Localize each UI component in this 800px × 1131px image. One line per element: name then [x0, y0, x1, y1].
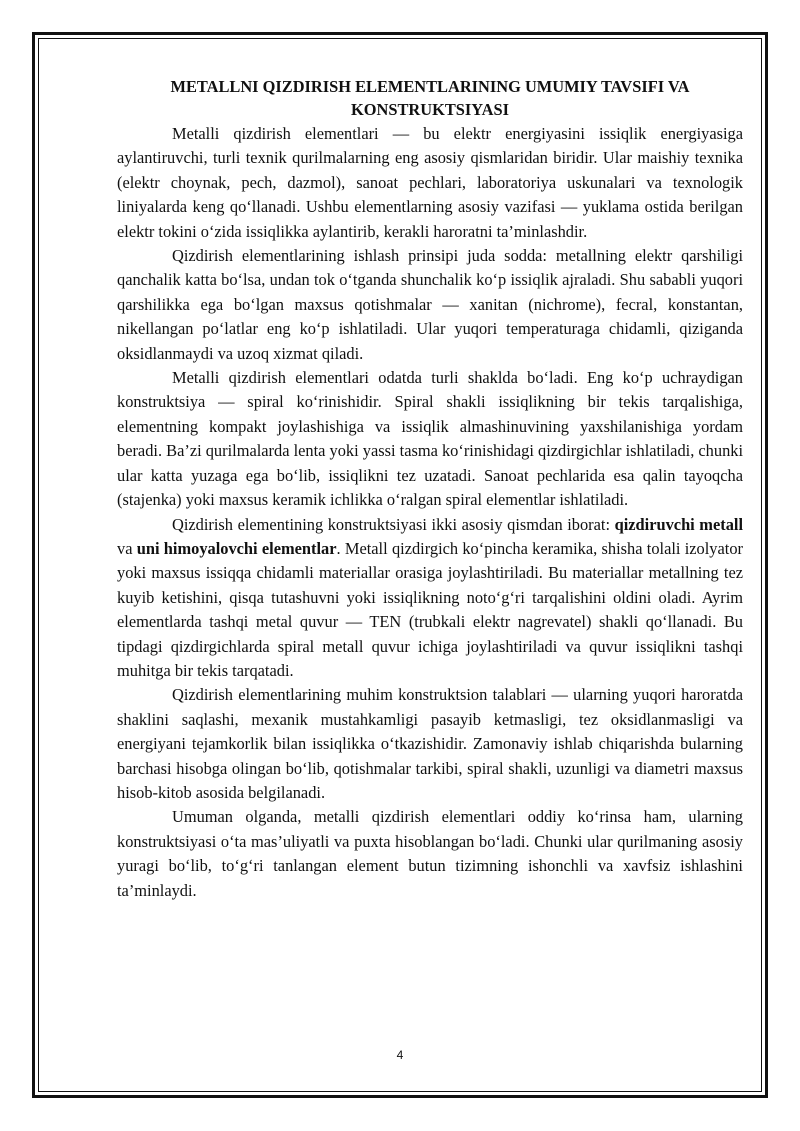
bold-term-protective-elements: uni himoyalovchi elementlar — [136, 538, 337, 558]
paragraph-2: Qizdirish elementlarining ishlash prinsipi juda sodda: metallning elektr qarshiligi qanchalik katta bo‘lsa, undan tok o‘tganda shunchalik ko‘p issiqlik ajraladi. Shu sababli yuqori qarshilikka ega bo‘lgan maxsus qotishmalar — xanitan (nichrome), fecral, konstantan, nikellangan po‘latlar eng ko‘p ishlatiladi. Ular yuqori temperaturaga chidamli, qiziganda oksidlanmaydi va uzoq xizmat qiladi. — [117, 246, 743, 363]
paragraph-6: Umuman olganda, metalli qizdirish elementlari oddiy ko‘rinsa ham, ularning konstruktsiyasi o‘ta mas’uliyatli va puxta hisoblangan bo‘ladi. Chunki ular qurilmaning asosiy yuragi bo‘lib, to‘g‘ri tanlangan element butun tizimning ishonchli va xavfsiz ishlashini ta’minlaydi. — [117, 807, 743, 900]
paragraph-3: Metalli qizdirish elementlari odatda turli shaklda bo‘ladi. Eng ko‘p uchraydigan konstruktsiya — spiral ko‘rinishidir. Spiral shakli issiqlikning bir tekis tarqalishiga, elementning kompakt joylashishiga va issiqlik almashinuvining yaxshilanishiga yordam beradi. Ba’zi qurilmalarda lenta yoki yassi tasma ko‘rinishidagi qizdirgichlar ishlatiladi, chunki ular katta yuzaga ega bo‘lib, issiqlikni tez uzatadi. Sanoat pechlarida esa qalin tayoqcha (stajenka) yoki maxsus keramik ichlikka o‘ralgan spiral elementlar ishlatiladi. — [117, 368, 744, 510]
document-title: METALLNI QIZDIRISH ELEMENTLARINING UMUMIY TAVSIFI VA KONSTRUKTSIYASI — [170, 77, 690, 119]
paragraph-4 — [117, 513, 743, 684]
page-number: 4 — [396, 1048, 404, 1062]
paragraph-4-intro: Qizdirish elementining konstruktsiyasi ikki asosiy qismdan iborat: — [172, 514, 615, 534]
document-body — [117, 75, 743, 903]
paragraph-4-rest: . Metall qizdirgich ko‘pincha keramika, shisha tolali izolyator yoki maxsus issiqqa chidamli materiallar orasiga joylashtiriladi. Bu materiallar metallning tez kuyib ketishini, qisqa tutashuvni yoki issiqlikning noto‘g‘ri tarqalishini oldini oladi. Ayrim elementlarda tashqi metal quvur — TEN (trubkali elektr nagrevatel) shakli qo‘llanadi. Bu tipdagi qizdirgichlarda spiral metall quvur ichiga joylashtiriladi va quvur issiqlikni tashqi muhitga bir tekis tarqatadi. — [117, 538, 743, 680]
paragraph-5: Qizdirish elementlarining muhim konstruktsion talablari — ularning yuqori haroratda shaklini saqlashi, mexanik mustahkamligi pasayib ketmasligi, tez oksidlanmasligi va energiyani tejamkorlik bilan issiqlikka o‘tkazishidir. Zamonaviy ishlab chiqarishda bularning barchasi hisobga olingan bo‘lib, qotishmalar tarkibi, spiral shakli, uzunligi va diametri maxsus hisob-kitob asosida belgilanadi. — [117, 685, 743, 802]
bold-term-heating-metal: qizdiruvchi metall — [614, 514, 743, 534]
paragraph-4-conjunction: va — [117, 538, 137, 558]
paragraph-1: Metalli qizdirish elementlari — bu elektr energiyasini issiqlik energiyasiga aylantiruvchi, turli texnik qurilmalarning eng asosiy qismlaridan biridir. Ular maishiy texnika (elektr choynak, pech, dazmol), sanoat pechlari, laboratoriya uskunalari va texnologik liniyalarda keng qo‘llanadi. Ushbu elementlarning asosiy vazifasi — yuklama ostida berilgan elektr tokini o‘zida issiqlikka aylantirib, kerakli haroratni ta’minlashdir. — [117, 124, 743, 241]
